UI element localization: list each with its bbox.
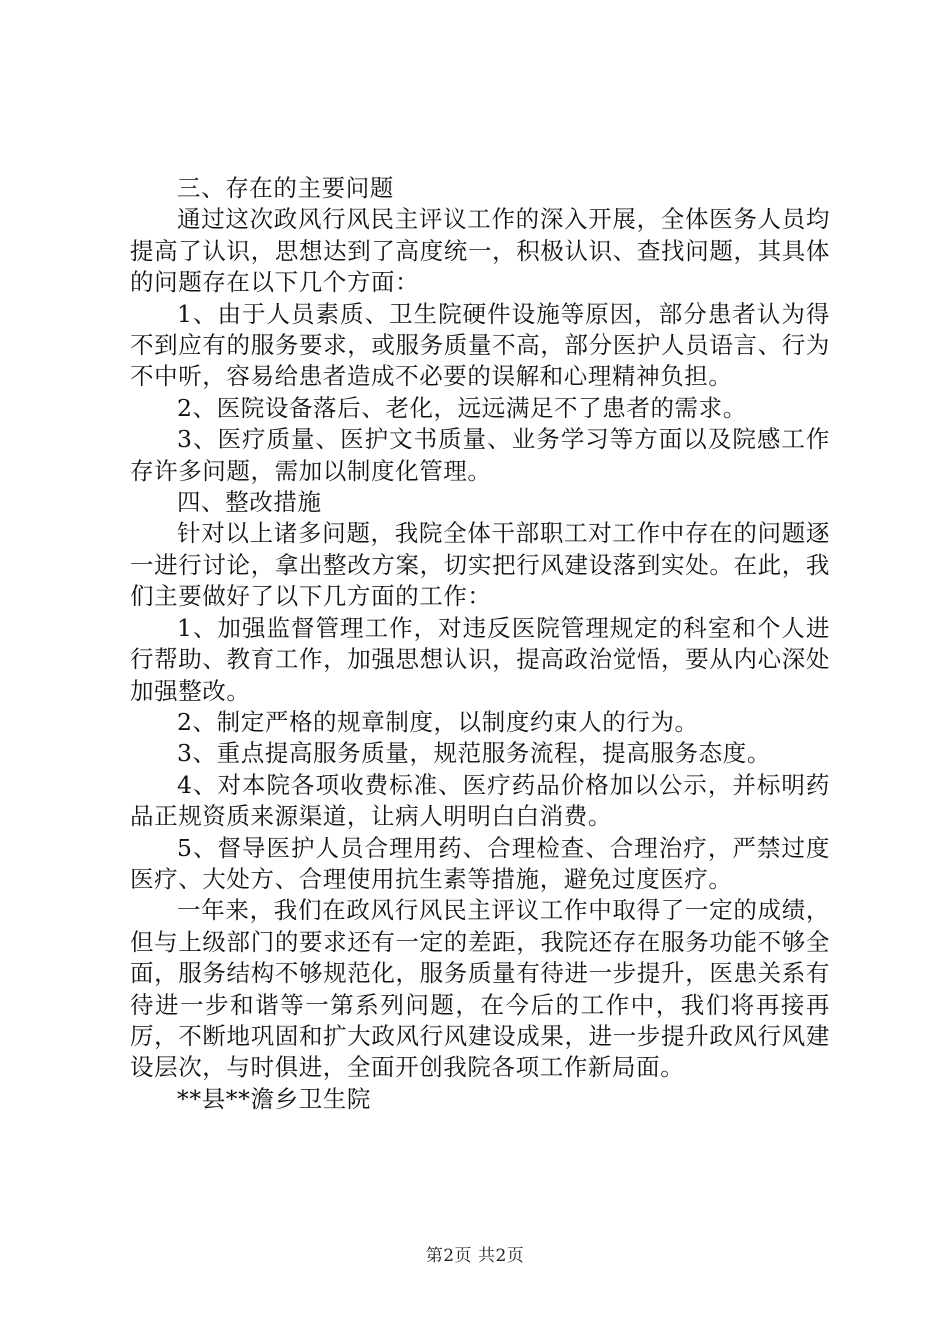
paragraph-measure-5: 5、督导医护人员合理用药、合理检查、合理治疗，严禁过度医疗、大处方、合理使用抗生素等措施，避免过度医疗。 xyxy=(130,833,830,893)
paragraph-measure-1: 1、加强监督管理工作，对违反医院管理规定的科室和个人进行帮助、教育工作，加强思想认识，提高政治觉悟，要从内心深处加强整改。 xyxy=(130,613,830,705)
paragraph-conclusion: 一年来，我们在政风行风民主评议工作中取得了一定的成绩，但与上级部门的要求还有一定的差距，我院还存在服务功能不够全面，服务结构不够规范化，服务质量有待进一步提升，医患关系有待进一步和谐等一第系列问题，在今后的工作中，我们将再接再厉，不断地巩固和扩大政风行风建设成果，进一步提升政风行风建设层次，与时俱进，全面开创我院各项工作新局面。 xyxy=(130,896,830,1082)
paragraph-intro: 通过这次政风行风民主评议工作的深入开展，全体医务人员均提高了认识，思想达到了高度统一，积极认识、查找问题，其具体的问题存在以下几个方面： xyxy=(130,205,830,297)
section-heading-problems: 三、存在的主要问题 xyxy=(177,174,394,202)
section-heading-measures: 四、整改措施 xyxy=(177,488,322,517)
paragraph-problem-3: 3、医疗质量、医护文书质量、业务学习等方面以及院感工作存许多问题，需加以制度化管理。 xyxy=(130,425,830,485)
document-body xyxy=(130,173,830,1115)
signature-organization: **县**澹乡卫生院 xyxy=(177,1084,371,1113)
paragraph-problem-2: 2、医院设备落后、老化，远远满足不了患者的需求。 xyxy=(177,393,747,422)
paragraph-measures-intro: 针对以上诸多问题，我院全体干部职工对工作中存在的问题逐一进行讨论，拿出整改方案，切实把行风建设落到实处。在此，我们主要做好了以下几方面的工作： xyxy=(130,519,830,611)
paragraph-measure-3: 3、重点提高服务质量，规范服务流程，提高服务态度。 xyxy=(177,739,771,768)
paragraph-problem-1: 1、由于人员素质、卫生院硬件设施等原因，部分患者认为得不到应有的服务要求，或服务质量不高，部分医护人员语言、行为不中听，容易给患者造成不必要的误解和心理精神负担。 xyxy=(130,299,830,391)
paragraph-measure-4: 4、对本院各项收费标准、医疗药品价格加以公示，并标明药品正规资质来源渠道，让病人明明白白消费。 xyxy=(130,770,830,831)
paragraph-measure-2: 2、制定严格的规章制度，以制度约束人的行为。 xyxy=(177,707,699,736)
page-footer: 第2页 共2页 xyxy=(425,1246,525,1266)
